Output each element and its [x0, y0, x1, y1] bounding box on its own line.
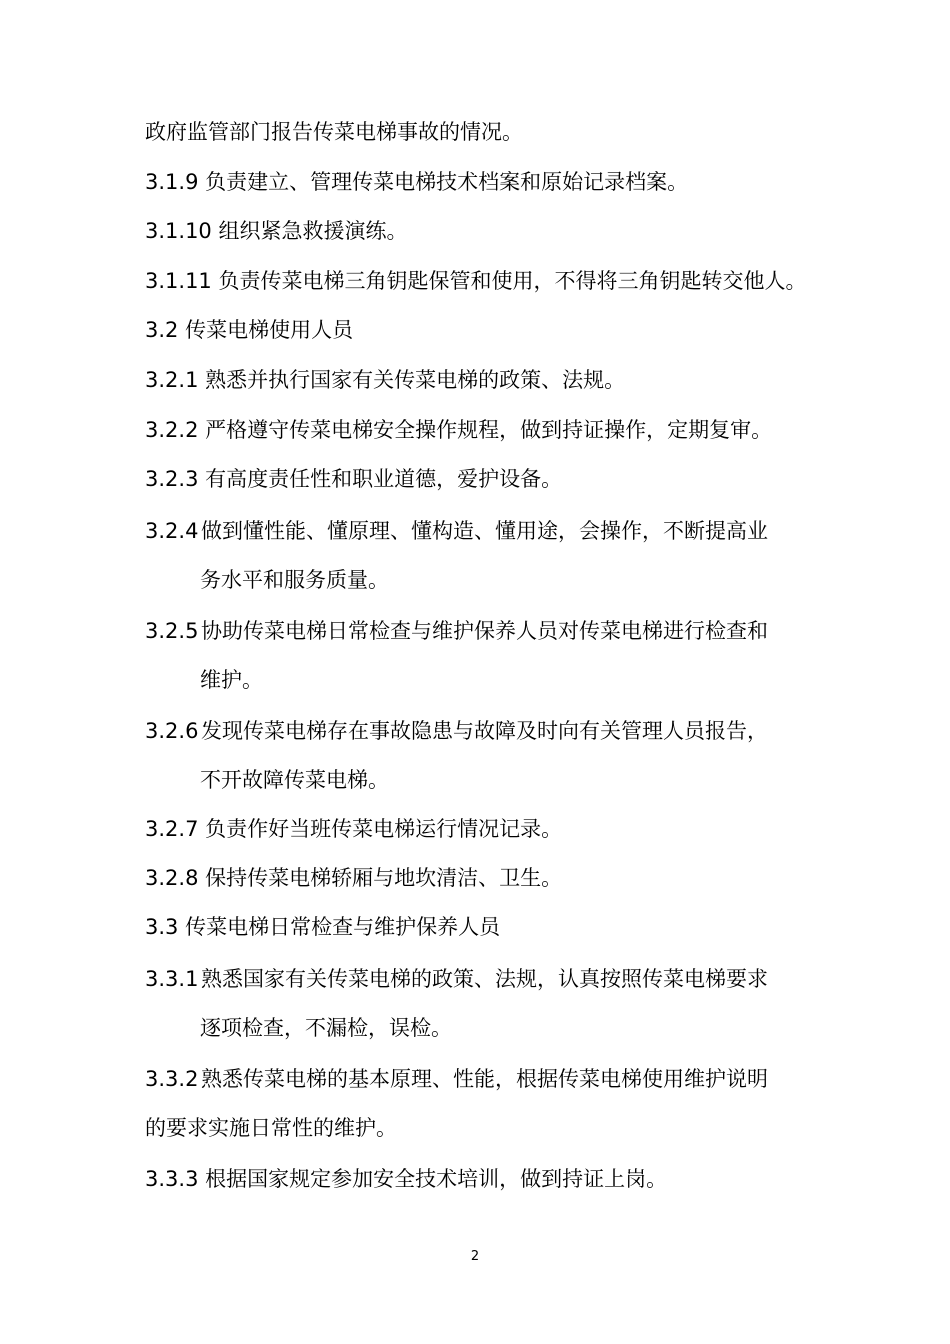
clause-continuation: [200, 566, 389, 594]
clause-text: 的要求实施日常性的维护。: [145, 1116, 397, 1140]
clause-number: 3.1.10: [145, 219, 212, 243]
clause-text: 发现传菜电梯存在事故隐患与故障及时向有关管理人员报告，: [201, 719, 768, 743]
clause-number: 3.2.5: [145, 619, 199, 643]
page-number: 2: [470, 1249, 480, 1264]
section-heading-3-3: [145, 913, 500, 941]
section-number: 3.2: [145, 318, 179, 342]
clause-3-2-4: [145, 517, 768, 545]
clause-text: 熟悉国家有关传菜电梯的政策、法规，认真按照传菜电梯要求: [201, 967, 768, 991]
clause-text: 根据国家规定参加安全技术培训，做到持证上岗。: [205, 1167, 668, 1191]
section-title: 传菜电梯使用人员: [185, 318, 354, 342]
clause-3-1-10: [145, 217, 407, 245]
clause-3-2-6: [145, 717, 768, 745]
clause-3-3-3: [145, 1165, 667, 1193]
clause-3-2-8: [145, 864, 562, 892]
section-title: 传菜电梯日常检查与维护保养人员: [185, 915, 501, 939]
clause-3-1-11: [145, 267, 806, 295]
clause-continuation: [145, 1114, 397, 1142]
clause-number: 3.2.4: [145, 519, 199, 543]
clause-continuation: [200, 666, 263, 694]
clause-number: 3.2.6: [145, 719, 199, 743]
clause-3-2-5: [145, 617, 768, 645]
clause-number: 3.2.8: [145, 866, 199, 890]
clause-text: 做到懂性能、懂原理、懂构造、懂用途，会操作，不断提高业: [201, 519, 768, 543]
clause-text: 组织紧急救援演练。: [218, 219, 408, 243]
clause-3-1-9: [145, 168, 688, 196]
clause-number: 3.1.11: [145, 269, 212, 293]
clause-number: 3.3.1: [145, 967, 199, 991]
clause-number: 3.3.3: [145, 1167, 199, 1191]
clause-3-3-2: [145, 1065, 768, 1093]
clause-text: 不开故障传菜电梯。: [200, 768, 389, 792]
clause-3-2-2: [145, 416, 772, 444]
clause-3-2-3: [145, 465, 562, 493]
clause-text: 协助传菜电梯日常检查与维护保养人员对传菜电梯进行检查和: [201, 619, 768, 643]
clause-text: 负责建立、管理传菜电梯技术档案和原始记录档案。: [205, 170, 689, 194]
clause-text: 严格遵守传菜电梯安全操作规程，做到持证操作，定期复审。: [205, 418, 773, 442]
clause-continuation: [200, 766, 389, 794]
clause-text: 负责作好当班传菜电梯运行情况记录。: [205, 817, 563, 841]
clause-number: 3.3.2: [145, 1067, 199, 1091]
clause-number: 3.2.1: [145, 368, 199, 392]
clause-3-2-1: [145, 366, 625, 394]
clause-text: 维护。: [200, 668, 263, 692]
clause-text: 熟悉传菜电梯的基本原理、性能，根据传菜电梯使用维护说明: [201, 1067, 768, 1091]
clause-3-3-1: [145, 965, 768, 993]
section-heading-3-2: [145, 316, 353, 344]
clause-number: 3.2.3: [145, 467, 199, 491]
clause-text: 负责传菜电梯三角钥匙保管和使用，不得将三角钥匙转交他人。: [218, 269, 807, 293]
paragraph-line: [145, 118, 523, 146]
clause-text: 有高度责任性和职业道德，爱护设备。: [205, 467, 563, 491]
clause-continuation: [200, 1014, 452, 1042]
clause-number: 3.2.7: [145, 817, 199, 841]
clause-number: 3.2.2: [145, 418, 199, 442]
clause-text: 逐项检查，不漏检，误检。: [200, 1016, 452, 1040]
clause-number: 3.1.9: [145, 170, 199, 194]
clause-text: 熟悉并执行国家有关传菜电梯的政策、法规。: [205, 368, 626, 392]
clause-text: 保持传菜电梯轿厢与地坎清洁、卫生。: [205, 866, 563, 890]
line-text: 政府监管部门报告传菜电梯事故的情况。: [145, 120, 523, 144]
section-number: 3.3: [145, 915, 179, 939]
clause-3-2-7: [145, 815, 562, 843]
clause-text: 务水平和服务质量。: [200, 568, 389, 592]
